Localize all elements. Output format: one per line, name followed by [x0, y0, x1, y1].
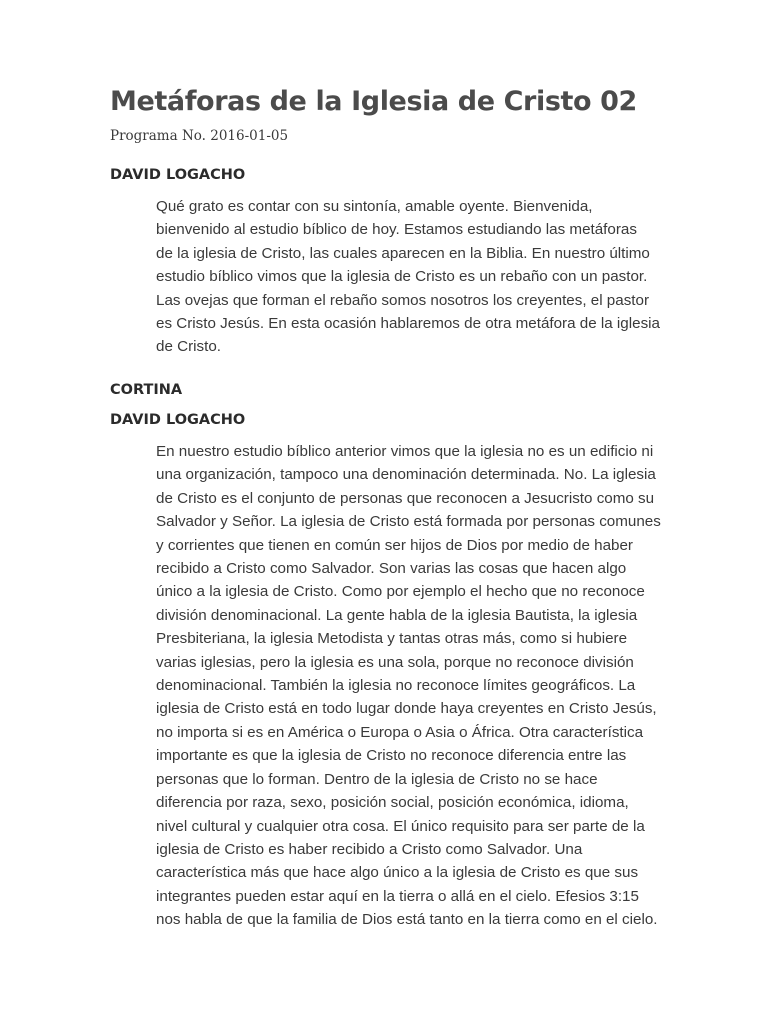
paragraph-line: integrantes pueden estar aquí en la tierra o allá en el cielo. Efesios 3:15 — [156, 887, 639, 905]
paragraph-line: de la iglesia de Cristo, las cuales aparecen en la Biblia. En nuestro último — [156, 244, 650, 262]
speaker-label: DAVID LOGACHO — [110, 412, 246, 428]
document-title: Metáforas de la Iglesia de Cristo 02 — [110, 86, 637, 117]
paragraph-line: iglesia de Cristo es haber recibido a Cristo como Salvador. Una — [156, 840, 583, 858]
program-number: Programa No. 2016-01-05 — [110, 128, 289, 144]
paragraph — [156, 195, 676, 359]
paragraph-line: diferencia por raza, sexo, posición social, posición económica, idioma, — [156, 794, 629, 812]
paragraph-line: nos habla de que la familia de Dios está tanto en la tierra como en el cielo. — [156, 911, 658, 929]
paragraph-line: Presbiteriana, la iglesia Metodista y tantas otras más, como si hubiere — [156, 630, 628, 648]
paragraph-line: es Cristo Jesús. En esta ocasión hablaremos de otra metáfora de la iglesia — [156, 315, 660, 333]
speaker-label: DAVID LOGACHO — [110, 167, 246, 183]
paragraph-line: personas que lo forman. Dentro de la iglesia de Cristo no se hace — [156, 770, 598, 788]
paragraph-line: característica más que hace algo único a la iglesia de Cristo es que sus — [156, 864, 639, 882]
paragraph-line: denominacional. También la iglesia no reconoce límites geográficos. La — [156, 677, 636, 695]
paragraph-line: de Cristo es el conjunto de personas que reconocen a Jesucristo como su — [156, 489, 655, 507]
paragraph — [156, 440, 676, 932]
paragraph-line: Qué grato es contar con su sintonía, amable oyente. Bienvenida, — [156, 198, 593, 215]
paragraph-line: división denominacional. La gente habla de la iglesia Bautista, la iglesia — [156, 606, 638, 624]
paragraph-line: estudio bíblico vimos que la iglesia de Cristo es un rebaño con un pastor. — [156, 268, 648, 286]
paragraph-line: no importa si es en América o Europa o Asia o África. Otra característica — [156, 723, 644, 741]
paragraph-line: importante es que la iglesia de Cristo no reconoce diferencia entre las — [156, 747, 627, 765]
paragraph-line: único a la iglesia de Cristo. Como por ejemplo el hecho que no reconoce — [156, 583, 645, 601]
paragraph-line: varias iglesias, pero la iglesia es una sola, porque no reconoce división — [156, 653, 634, 671]
paragraph-line: iglesia de Cristo está en todo lugar donde haya creyentes en Cristo Jesús, — [156, 700, 657, 718]
paragraph-line: nivel cultural y cualquier otra cosa. El único requisito para ser parte de la — [156, 817, 645, 835]
paragraph-line: de Cristo. — [156, 338, 221, 356]
paragraph-line: y corrientes que tienen en común ser hijos de Dios por medio de haber — [156, 536, 633, 554]
section-label-cortina: CORTINA — [110, 382, 183, 398]
paragraph-line: una organización, tampoco una denominación determinada. No. La iglesia — [156, 466, 656, 484]
paragraph-line: Las ovejas que forman el rebaño somos nosotros los creyentes, el pastor — [156, 291, 650, 309]
paragraph-line: En nuestro estudio bíblico anterior vimos que la iglesia no es un edificio ni — [156, 443, 654, 460]
paragraph-line: bienvenido al estudio bíblico de hoy. Estamos estudiando las metáforas — [156, 221, 637, 239]
paragraph-line: recibido a Cristo como Salvador. Son varias las cosas que hacen algo — [156, 560, 627, 578]
paragraph-line: Salvador y Señor. La iglesia de Cristo está formada por personas comunes — [156, 513, 661, 531]
